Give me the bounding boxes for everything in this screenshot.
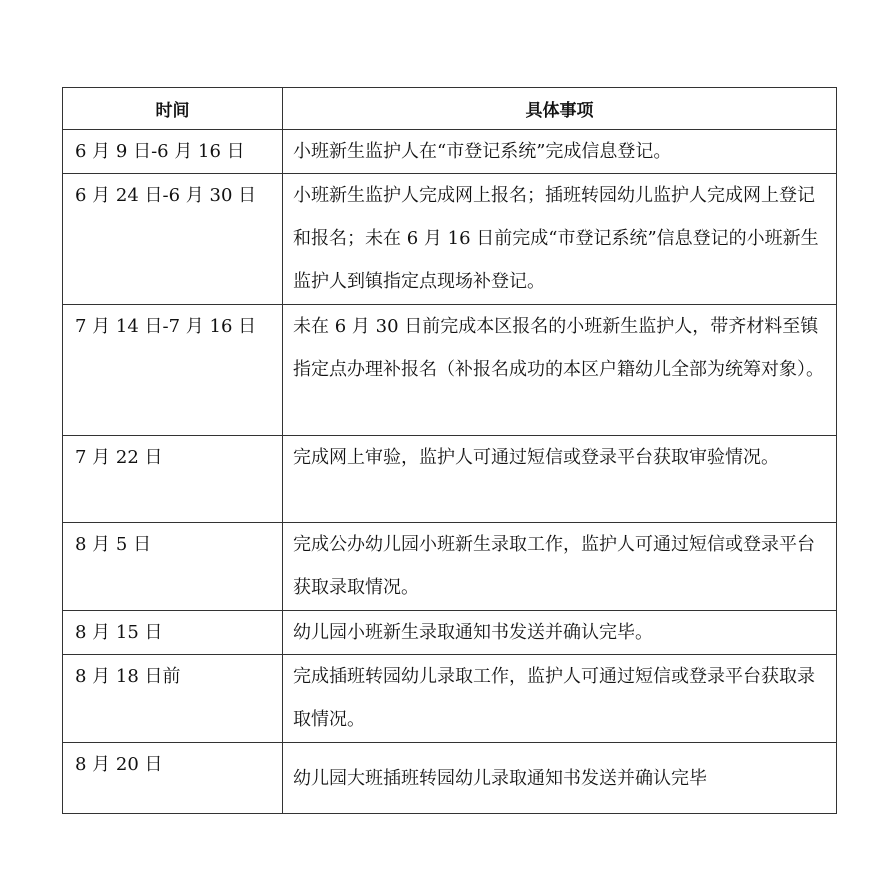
row-time: 7 月 22 日 <box>63 436 283 523</box>
row-desc: 未在 6 月 30 日前完成本区报名的小班新生监护人，带齐材料至镇指定点办理补报名（补报名成功的本区户籍幼儿全部为统筹对象）。 <box>283 305 837 436</box>
row-time: 8 月 20 日 <box>63 743 283 814</box>
row-desc: 完成插班转园幼儿录取工作，监护人可通过短信或登录平台获取录取情况。 <box>283 655 837 743</box>
row-desc: 幼儿园小班新生录取通知书发送并确认完毕。 <box>283 611 837 655</box>
table-row <box>63 743 837 814</box>
table-row <box>63 174 837 305</box>
row-time: 6 月 9 日-6 月 16 日 <box>63 130 283 174</box>
table-row <box>63 130 837 174</box>
header-time: 时间 <box>63 88 283 130</box>
schedule-sheet <box>62 87 836 814</box>
table-row <box>63 611 837 655</box>
row-desc: 幼儿园大班插班转园幼儿录取通知书发送并确认完毕 <box>283 743 837 814</box>
table-row <box>63 655 837 743</box>
row-time: 8 月 18 日前 <box>63 655 283 743</box>
row-desc: 小班新生监护人完成网上报名；插班转园幼儿监护人完成网上登记和报名；未在 6 月 16 日前完成“市登记系统”信息登记的小班新生监护人到镇指定点现场补登记。 <box>283 174 837 305</box>
table-header-row <box>63 88 837 130</box>
header-details: 具体事项 <box>283 88 837 130</box>
row-time: 6 月 24 日-6 月 30 日 <box>63 174 283 305</box>
row-time: 8 月 15 日 <box>63 611 283 655</box>
row-time: 7 月 14 日-7 月 16 日 <box>63 305 283 436</box>
table-row <box>63 436 837 523</box>
schedule-table <box>62 87 837 814</box>
table-row <box>63 305 837 436</box>
row-desc: 小班新生监护人在“市登记系统”完成信息登记。 <box>283 130 837 174</box>
table-row <box>63 523 837 611</box>
row-desc: 完成网上审验，监护人可通过短信或登录平台获取审验情况。 <box>283 436 837 523</box>
row-time: 8 月 5 日 <box>63 523 283 611</box>
row-desc: 完成公办幼儿园小班新生录取工作，监护人可通过短信或登录平台获取录取情况。 <box>283 523 837 611</box>
